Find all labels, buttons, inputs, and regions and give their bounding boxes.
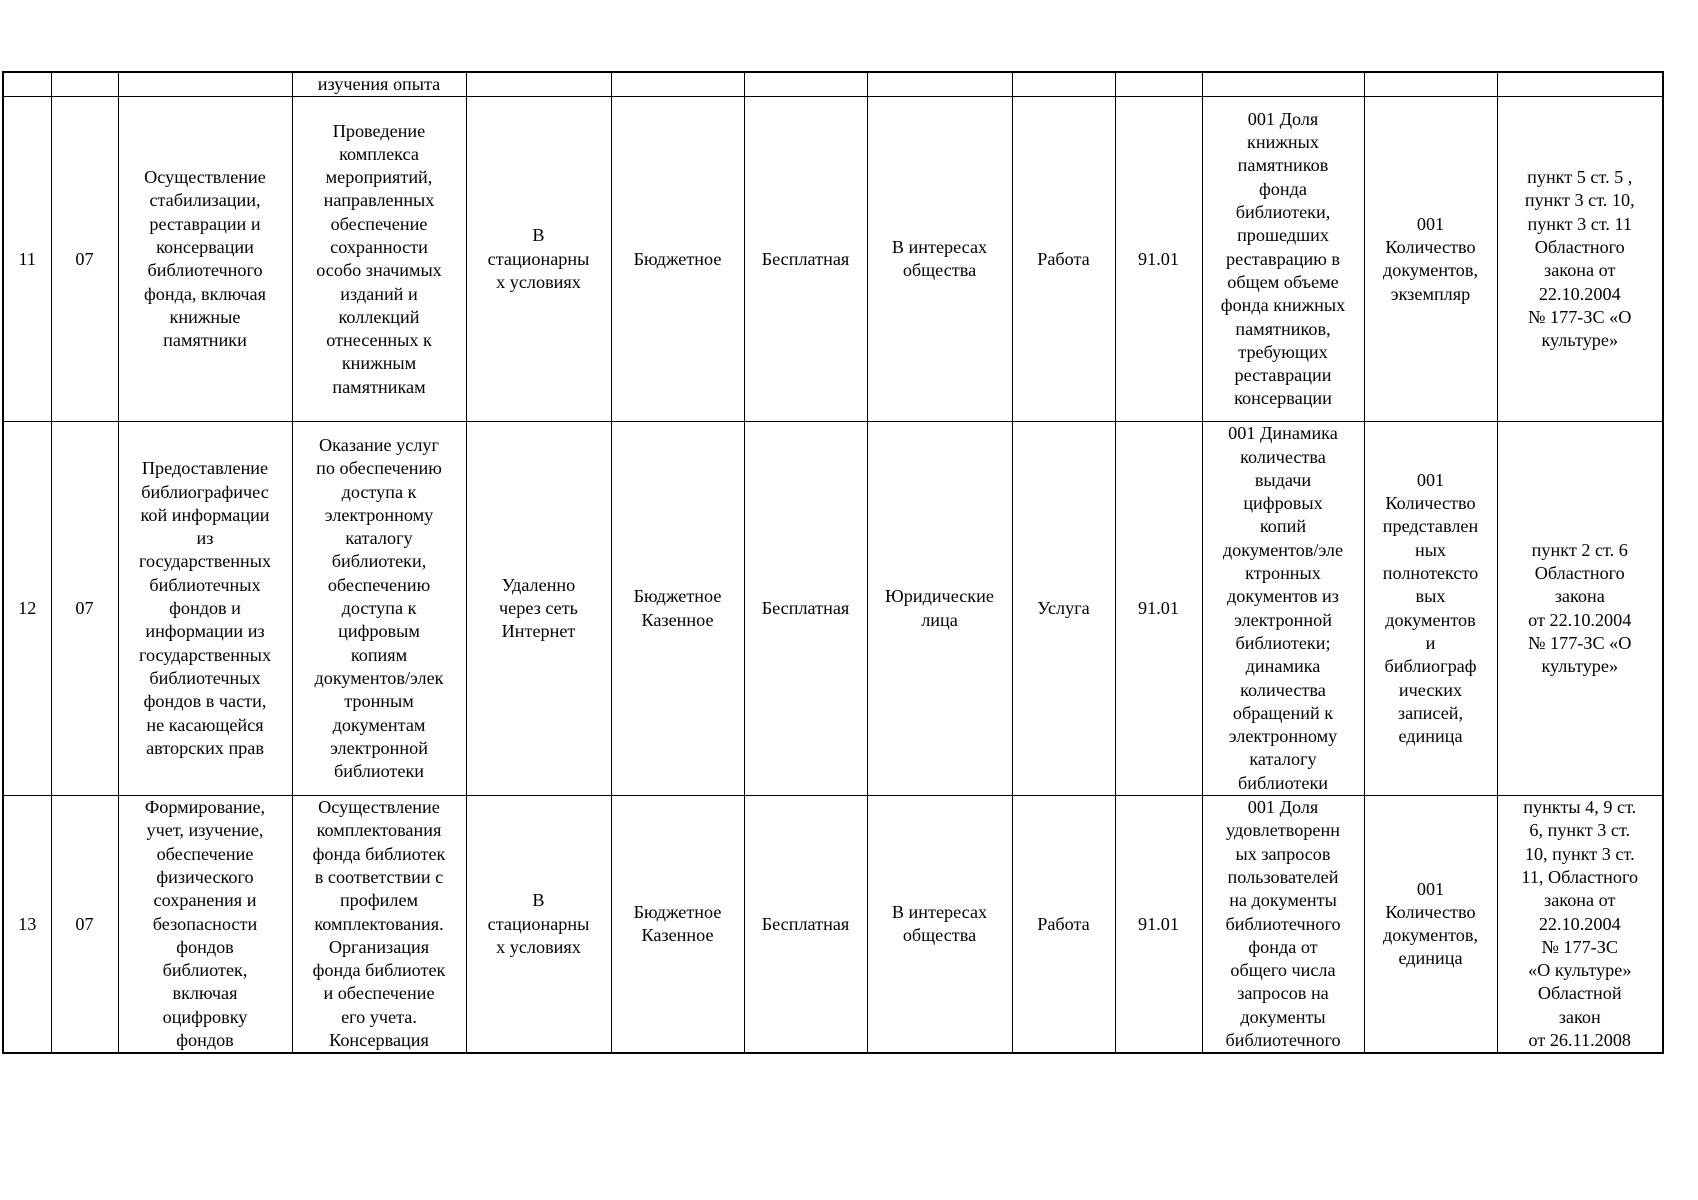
table-row-continuation <box>3 72 1663 97</box>
cell-num <box>3 422 51 796</box>
cell-text: В интересах общества <box>891 237 988 281</box>
cell-name <box>118 97 292 422</box>
cell-text: Осуществление стабилизации, реставрации и консервации библиотечного фонда, включая книжные памятники <box>143 167 266 351</box>
cell-institution-type <box>611 97 744 422</box>
cell-okved <box>1115 796 1202 1054</box>
cell-code <box>51 796 118 1054</box>
cell-text: Бюджетное Казенное <box>633 901 722 946</box>
cell-payment <box>744 422 867 796</box>
services-table <box>2 71 1664 1054</box>
cell-text: Формирование, учет, изучение, обеспечение физического сохранения и безопасности фондов библиотек, включая оцифровку фондов <box>144 797 266 1051</box>
cell-text: пункт 5 ст. 5 , пункт 3 ст. 10, пункт 3 ст. 11 Областного закона от 22.10.2004 № 177-ЗС «О культуре» <box>1524 167 1635 351</box>
cell-okved <box>1115 97 1202 422</box>
cell-text: Работа <box>1037 248 1090 269</box>
cell-payment <box>744 796 867 1054</box>
cell-kind <box>1012 796 1115 1054</box>
cell-text: В интересах общества <box>891 901 988 946</box>
cell-text: 001 Динамика количества выдачи цифровых копий документов/эле ктронных документов из электронной библиотеки; динамика количества обращений к электронному каталогу библиотеки <box>1222 423 1344 793</box>
cell-text: Бесплатная <box>761 913 850 934</box>
cell-kind <box>1012 72 1115 97</box>
cell-okved <box>1115 422 1202 796</box>
cell-text: 001 Доля удовлетворенн ых запросов пользователей на документы библиотечного фонда от общего числа запросов на документы библиотечного <box>1225 797 1341 1051</box>
cell-text: 13 <box>18 913 37 934</box>
cell-condition <box>466 796 611 1054</box>
cell-condition <box>466 72 611 97</box>
cell-volume <box>1364 72 1497 97</box>
cell-okved <box>1115 72 1202 97</box>
cell-text: 12 <box>18 598 37 619</box>
cell-text: В стационарны х условиях <box>487 890 590 957</box>
cell-text: 001 Количество представлен ных полнотексто вых документов и библиограф ических записей, единица <box>1382 469 1479 747</box>
cell-text: Осуществление комплектования фонда библиотек в соответствии с профилем комплектования. Организация фонда библиотек и обеспечение его учета. Консервация <box>312 797 446 1051</box>
cell-text: Бесплатная <box>761 598 850 619</box>
cell-text: изучения опыта <box>317 74 441 94</box>
cell-code <box>51 97 118 422</box>
cell-volume <box>1364 97 1497 422</box>
cell-text: Бюджетное Казенное <box>633 586 722 630</box>
cell-quality <box>1202 796 1364 1054</box>
cell-text: пункт 2 ст. 6 Областного закона от 22.10.2004 № 177-ЗС «О культуре» <box>1528 539 1632 677</box>
cell-num <box>3 97 51 422</box>
cell-text: 001 Количество документов, экземпляр <box>1382 213 1479 304</box>
cell-kind <box>1012 97 1115 422</box>
cell-name <box>118 796 292 1054</box>
cell-content <box>292 422 466 796</box>
cell-name <box>118 72 292 97</box>
cell-text: Предоставление библиографичес кой информации из государственных библиотечных фондов и информации из государственных библиотечных фондов в части, не касающейся авторских прав <box>138 458 272 758</box>
cell-text: Бесплатная <box>761 248 850 269</box>
cell-institution-type <box>611 72 744 97</box>
cell-text: 91.01 <box>1138 248 1179 269</box>
cell-num <box>3 72 51 97</box>
cell-payment <box>744 72 867 97</box>
cell-payment <box>744 97 867 422</box>
cell-text: 91.01 <box>1138 598 1179 619</box>
cell-text: 001 Доля книжных памятников фонда библиотеки, прошедших реставрацию в общем объеме фонда книжных памятников, требующих реставрации консервации <box>1220 108 1346 409</box>
cell-content <box>292 97 466 422</box>
table-row <box>3 796 1663 1054</box>
cell-text: Бюджетное <box>633 248 722 269</box>
cell-quality <box>1202 72 1364 97</box>
table-row <box>3 422 1663 796</box>
cell-consumers <box>867 422 1012 796</box>
cell-text: Юридические лица <box>885 586 994 630</box>
cell-text: Удаленно через сеть Интернет <box>499 574 578 642</box>
cell-code <box>51 72 118 97</box>
cell-name <box>118 422 292 796</box>
cell-quality <box>1202 97 1364 422</box>
cell-consumers <box>867 97 1012 422</box>
cell-consumers <box>867 72 1012 97</box>
cell-consumers <box>867 796 1012 1054</box>
cell-text: 91.01 <box>1138 913 1179 934</box>
cell-text: 07 <box>75 248 94 269</box>
cell-text: В стационарны х условиях <box>487 225 590 292</box>
cell-institution-type <box>611 422 744 796</box>
cell-text: 001 Количество документов, единица <box>1382 878 1479 969</box>
cell-content <box>292 72 466 97</box>
cell-text: Оказание услуг по обеспечению доступа к электронному каталогу библиотеки, обеспечению доступа к цифровым копиям документов/элек тронным документам электронной библиотеки <box>314 434 444 782</box>
cell-condition <box>466 97 611 422</box>
cell-legal-basis <box>1497 97 1663 422</box>
cell-text: Проведение комплекса мероприятий, направленных обеспечение сохранности особо значимых изданий и коллекций отнесенных к книжным памятникам <box>316 120 442 397</box>
cell-kind <box>1012 422 1115 796</box>
cell-num <box>3 796 51 1054</box>
cell-volume <box>1364 796 1497 1054</box>
cell-legal-basis <box>1497 72 1663 97</box>
cell-institution-type <box>611 796 744 1054</box>
cell-quality <box>1202 422 1364 796</box>
cell-text: 11 <box>18 248 36 269</box>
cell-legal-basis <box>1497 422 1663 796</box>
cell-text: 07 <box>75 913 94 934</box>
cell-text: Услуга <box>1037 598 1090 619</box>
table-row <box>3 97 1663 422</box>
cell-text: 07 <box>75 598 94 619</box>
cell-legal-basis <box>1497 796 1663 1054</box>
cell-volume <box>1364 422 1497 796</box>
cell-content <box>292 796 466 1054</box>
cell-text: Работа <box>1037 913 1090 934</box>
cell-code <box>51 422 118 796</box>
cell-text: пункты 4, 9 ст. 6, пункт 3 ст. 10, пункт 3 ст. 11, Областного закона от 22.10.2004 № 177-ЗС «О культуре» Областной закон от 26.11.2008 <box>1521 797 1639 1051</box>
cell-condition <box>466 422 611 796</box>
